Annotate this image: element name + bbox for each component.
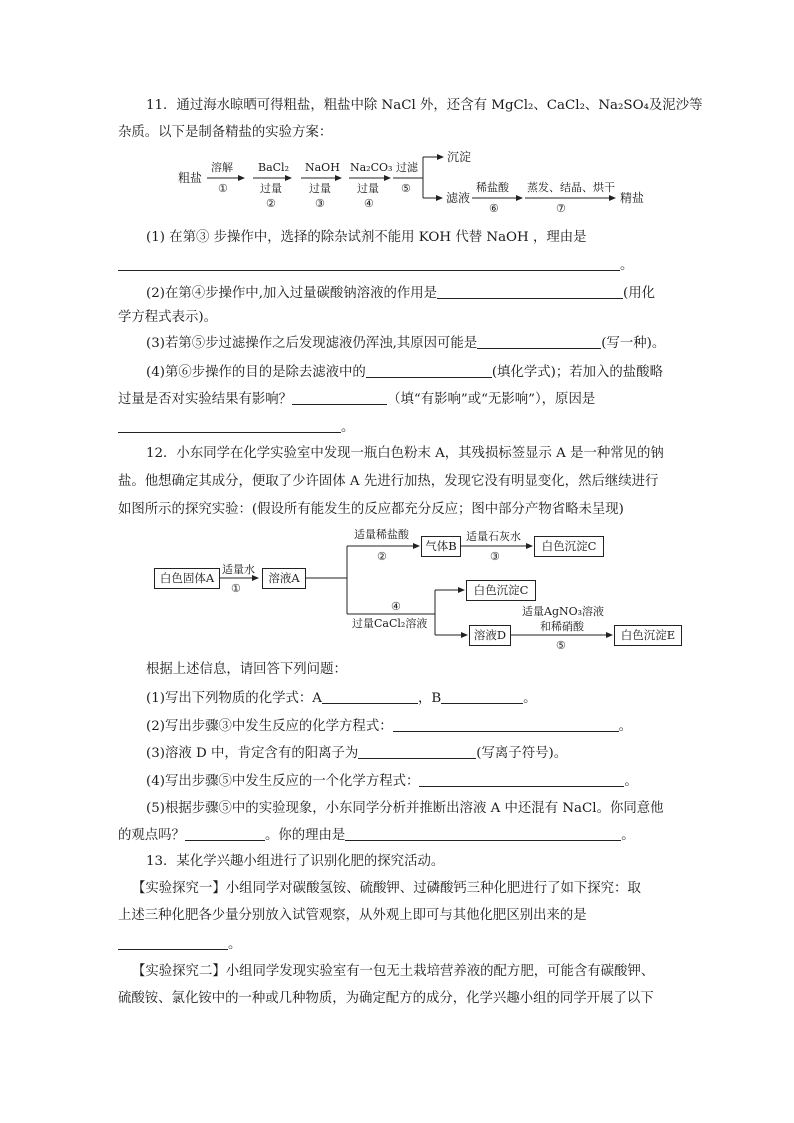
q11-step5-label: 过滤 xyxy=(396,161,418,174)
q13-intro: 13．某化学兴趣小组进行了识别化肥的探究活动。 xyxy=(146,854,445,869)
q12-box-precipitate-c: 白色沉淀C xyxy=(466,580,536,601)
q12-step4-reagent: 过量CaCl₂溶液 xyxy=(352,617,428,630)
answer-blank-b[interactable] xyxy=(441,688,523,704)
q12-step3-num: ③ xyxy=(490,550,500,563)
q12-part4-text: (4)写出步骤⑤中发生反应的一个化学方程式： xyxy=(146,774,420,789)
q13-experiment1-line-1: 【实验探究一】小组同学对碳酸氢铵、硫酸钾、过磷酸钙三种化肥进行了如下探究：取 xyxy=(132,881,641,896)
q11-step2-reagent: BaCl₂ xyxy=(258,161,289,174)
q12-step4-num: ④ xyxy=(391,600,401,613)
q12-part1 xyxy=(146,688,537,709)
q11-step6-reagent: 稀盐酸 xyxy=(476,181,509,194)
q11-step1-label: 溶解 xyxy=(211,161,233,174)
q11-precipitate: 沉淀 xyxy=(447,150,472,164)
q11-part2-cont: 学方程式表示)。 xyxy=(118,310,217,325)
q11-intro-line-2: 杂质。以下是制备精盐的实验方案： xyxy=(118,125,333,140)
q11-part3-text-end: (写一种)。 xyxy=(601,336,666,351)
q11-part4-question: 过量是否对实验结果有影响？ xyxy=(118,392,293,407)
q12-box-precipitate-e: 白色沉淀E xyxy=(614,625,682,646)
q11-part4-text: (4)第⑥步操作的目的是除去滤液中的 xyxy=(146,365,366,380)
q13-experiment2-line-1: 【实验探究二】小组同学发现实验室有一包无土栽培营养液的配方肥，可能含有碳酸钾、 xyxy=(132,964,655,979)
q11-intro-line-1: 11．通过海水晾晒可得粗盐，粗盐中除 NaCl 外，还含有 MgCl₂、CaCl₂、Na₂SO₄及泥沙等 xyxy=(146,98,703,113)
q11-step4-reagent: Na₂CO₃ xyxy=(350,161,393,174)
q11-step3-reagent: NaOH xyxy=(305,161,340,174)
q12-part2-text: (2)写出步骤③中发生反应的化学方程式： xyxy=(146,719,393,734)
q12-part1-text: (1)写出下列物质的化学式：A xyxy=(146,691,322,706)
q12-step1-num: ① xyxy=(231,582,241,595)
answer-blank[interactable] xyxy=(118,934,228,950)
q11-step3-excess: 过量 xyxy=(309,182,331,195)
q11-refined-salt: 精盐 xyxy=(620,191,645,205)
q11-filtrate: 滤液 xyxy=(446,191,471,205)
q12-part2 xyxy=(146,716,632,737)
q12-part3-text: (3)溶液 D 中，肯定含有的阳离子为 xyxy=(146,746,359,761)
period: 。 xyxy=(620,258,634,273)
q11-step6-num: ⑥ xyxy=(489,202,499,215)
q12-box-solid-a: 白色固体A xyxy=(154,568,220,589)
answer-blank-a[interactable] xyxy=(322,688,418,704)
q12-part5-question: 的观点吗？ xyxy=(118,828,185,843)
q11-step1-num: ① xyxy=(218,182,228,195)
q11-step2-num: ② xyxy=(266,197,276,210)
q12-intro-line-2: 盐。他想确定其成分，便取了少许固体 A 先进行加热，发现它没有明显变化，然后继续进行 xyxy=(118,474,659,489)
answer-blank-a[interactable] xyxy=(185,825,265,841)
q12-box-gas-b: 气体B xyxy=(421,536,461,557)
q12-intro-line-3: 如图所示的探究实验：(假设所有能发生的反应都充分反应；图中部分产物省略未呈现) xyxy=(118,502,624,517)
q13-experiment1-answer xyxy=(118,934,241,955)
period: 。 xyxy=(341,420,355,435)
q12-part5-reason: 。你的理由是 xyxy=(264,828,346,843)
q12-intro-line-1: 12．小东同学在化学实验室中发现一瓶白色粉末 A，其残损标签显示 A 是一种常见的钠 xyxy=(146,446,664,461)
answer-blank[interactable] xyxy=(393,716,619,732)
q11-crude-salt: 粗盐 xyxy=(178,171,203,185)
period: 。 xyxy=(621,828,635,843)
q11-part4-hint: （填“有影响”或“无影响”），原因是 xyxy=(387,392,596,407)
answer-blank[interactable] xyxy=(419,771,624,787)
q12-step2-num: ② xyxy=(377,550,387,563)
q12-part5-cont xyxy=(118,825,635,846)
q11-step5-num: ⑤ xyxy=(401,182,411,195)
q11-step4-num: ④ xyxy=(364,197,374,210)
q12-step3-reagent: 适量石灰水 xyxy=(466,530,521,543)
q11-part2-text-end: (用化 xyxy=(623,286,656,301)
q12-step5-reagent-2: 和稀硝酸 xyxy=(540,620,584,633)
q13-experiment1-line-2: 上述三种化肥各少量分别放入试管观察，从外观上即可与其他化肥区别出来的是 xyxy=(118,908,587,923)
period: 。 xyxy=(228,937,242,952)
q12-part1-b-label: ，B xyxy=(417,691,442,706)
q11-part4-text-end: (填化学式)；若加入的盐酸略 xyxy=(491,365,663,380)
q11-part1: (1) 在第③ 步操作中，选择的除杂试剂不能用 KOH 代替 NaOH ，理由是 xyxy=(146,230,587,245)
q12-part5: (5)根据步骤⑤中的实验现象，小东同学分析并推断出溶液 A 中还混有 NaCl。你同意他 xyxy=(146,801,664,816)
q11-step3-num: ③ xyxy=(315,197,325,210)
period: 。 xyxy=(618,719,632,734)
q11-step7-num: ⑦ xyxy=(556,202,566,215)
q11-step2-excess: 过量 xyxy=(260,182,282,195)
period: 。 xyxy=(523,691,537,706)
q12-box-solution-d: 溶液D xyxy=(469,625,511,646)
q12-part4 xyxy=(146,771,638,792)
q12-part3 xyxy=(146,743,567,764)
q11-part2-text: (2)在第④步操作中,加入过量碳酸钠溶液的作用是 xyxy=(146,286,438,301)
q12-step5-num: ⑤ xyxy=(556,639,566,652)
q11-part3-text: (3)若第⑤步过滤操作之后发现滤液仍浑浊,其原因可能是 xyxy=(146,336,478,351)
answer-blank[interactable] xyxy=(358,743,476,759)
answer-blank-b[interactable] xyxy=(345,825,621,841)
q12-step2-reagent: 适量稀盐酸 xyxy=(354,528,409,541)
period: 。 xyxy=(624,774,638,789)
q12-box-solution-a: 溶液A xyxy=(262,568,306,589)
q12-step5-reagent: 适量AgNO₃溶液 xyxy=(522,605,605,618)
q12-step1-reagent: 适量水 xyxy=(222,563,255,576)
q12-box-precipitate-c-top: 白色沉淀C xyxy=(534,536,604,557)
q11-step4-excess: 过量 xyxy=(357,182,379,195)
q13-experiment2-line-2: 硫酸铵、氯化铵中的一种或几种物质，为确定配方的成分，化学兴趣小组的同学开展了以下 xyxy=(118,991,654,1006)
q11-step7-label: 蒸发、结晶、烘干 xyxy=(527,181,615,194)
q12-part3-text-end: (写离子符号)。 xyxy=(476,746,568,761)
q12-lead: 根据上述信息，请回答下列问题： xyxy=(146,662,347,677)
